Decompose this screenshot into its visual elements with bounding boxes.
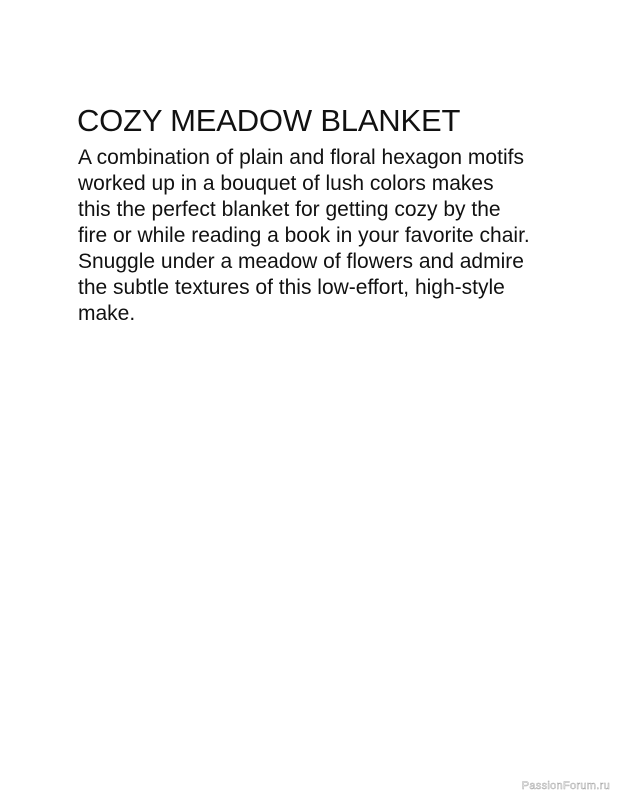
description-line: make. (78, 302, 136, 325)
description-line: A combination of plain and floral hexagon motifs (78, 146, 524, 169)
description-line: fire or while reading a book in your favorite chair. (78, 224, 530, 247)
description-line: the subtle textures of this low-effort, high-style (78, 276, 505, 299)
page-title: COZY MEADOW BLANKET (77, 103, 461, 138)
description-paragraph (78, 145, 530, 327)
description-line: this the perfect blanket for getting cozy by the (78, 198, 501, 221)
description-line: worked up in a bouquet of lush colors makes (78, 172, 494, 195)
description-line: Snuggle under a meadow of flowers and admire (78, 250, 524, 273)
watermark: PassionForum.ru (521, 780, 610, 792)
